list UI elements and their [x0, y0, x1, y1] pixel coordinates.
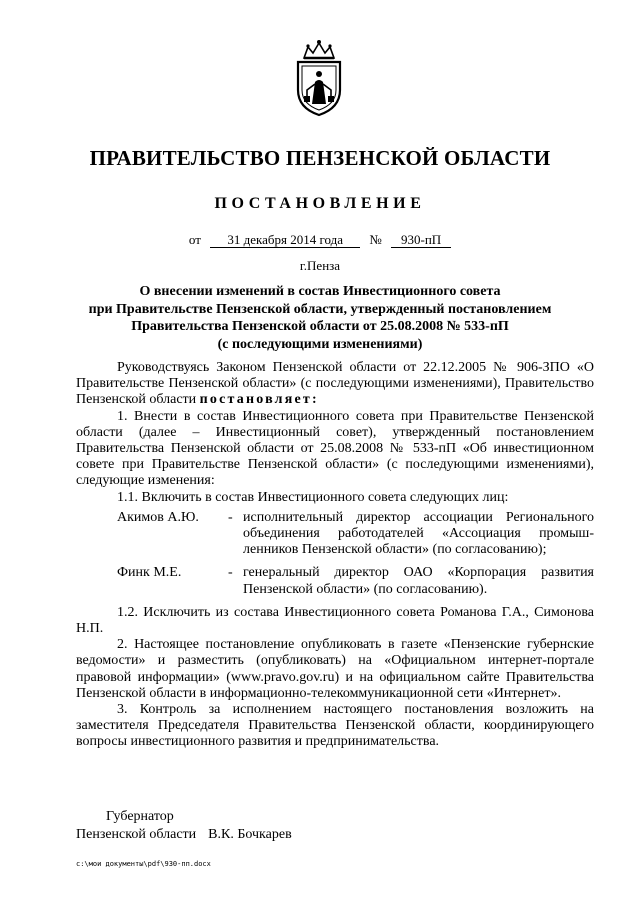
- item-3: 3. Контроль за исполнением настоящего постановления возложить на заместителя Председателя Правительства Пензенской области, координирующего вопросы инвестиционного развития и предпринимательства.: [76, 702, 594, 750]
- item-2: 2. Настоящее постановление опубликовать в газете «Пензенские губернские ведомости» и разместить (опубликовать) на «Официальном интернет-портале правовой информации» (www.pravo.gov.ru) и на официальном сайте Правительства Пензенской области в информационно-телекоммуникационной сети «Интернет».: [76, 637, 594, 701]
- person-name: Финк М.Е.: [117, 565, 182, 581]
- decree-body: [76, 360, 594, 751]
- signature-block: [76, 808, 292, 844]
- subject-line: (с последующими изменениями): [217, 336, 423, 352]
- subject-line: при Правительстве Пензенской области, утвержденный постановлением: [88, 301, 552, 317]
- subject-line: О внесении изменений в состав Инвестиционного совета: [139, 284, 501, 299]
- signatory-line: [76, 826, 292, 844]
- number-prefix: №: [369, 232, 382, 247]
- preamble-paragraph: [76, 360, 594, 409]
- decree-date-line: [0, 232, 640, 248]
- preamble-text: Руководствуясь Законом Пензенской области от 22.12.2005 № 906-ЗПО «О Правительстве Пензенской области» (с последующими изменениями), Правительство Пензенской области: [76, 360, 594, 408]
- decree-title: ПОСТАНОВЛЕНИЕ: [214, 195, 426, 212]
- resolves-word: постановляет:: [199, 392, 319, 408]
- decree-date: 31 декабря 2014 года: [210, 233, 360, 248]
- person-entry: [76, 510, 594, 559]
- government-title: ПРАВИТЕЛЬСТВО ПЕНЗЕНСКОЙ ОБЛАСТИ: [89, 146, 551, 170]
- signatory-name: В.К. Бочкарев: [208, 827, 292, 842]
- item-1: 1. Внести в состав Инвестиционного совета при Правительстве Пензенской области (далее – Инвестиционный совет), утвержденный постановлением Правительства Пензенской области от 25.08.2008 № 533-пП «Об инвестиционном совете при Правительстве Пензенской области» (с последующими изменениями), следующие изменения:: [76, 408, 594, 489]
- item-1-2: 1.2. Исключить из состава Инвестиционного совета Романова Г.А., Симонова Н.П.: [76, 604, 594, 637]
- person-position: генеральный директор ОАО «Корпорация развития Пензенской области» (по согласованию).: [243, 565, 594, 597]
- decree-subject: [60, 283, 580, 353]
- item-1-1: 1.1. Включить в состав Инвестиционного совета следующих лиц:: [117, 489, 509, 505]
- decree-number: 930-пП: [391, 233, 451, 248]
- coat-of-arms-emblem: [290, 38, 348, 118]
- person-name: Акимов А.Ю.: [117, 509, 199, 525]
- date-prefix: от: [188, 232, 201, 247]
- person-dash: -: [228, 565, 233, 581]
- person-entry: [76, 565, 594, 597]
- city: г.Пенза: [299, 258, 341, 273]
- person-position: исполнительный директор ассоциации Регионального объединения работодателей «Ассоциация промыш-ленников Пензенской области» (по согласованию);: [243, 509, 594, 558]
- signatory-title: Губернатор: [106, 809, 174, 824]
- subject-line: Правительства Пензенской области от 25.08.2008 № 533-пП: [131, 319, 509, 334]
- file-path-footer: c:\мои документы\pdf\930-пп.docx: [76, 860, 211, 868]
- signatory-region: Пензенской области: [76, 827, 197, 842]
- person-dash: -: [228, 509, 233, 525]
